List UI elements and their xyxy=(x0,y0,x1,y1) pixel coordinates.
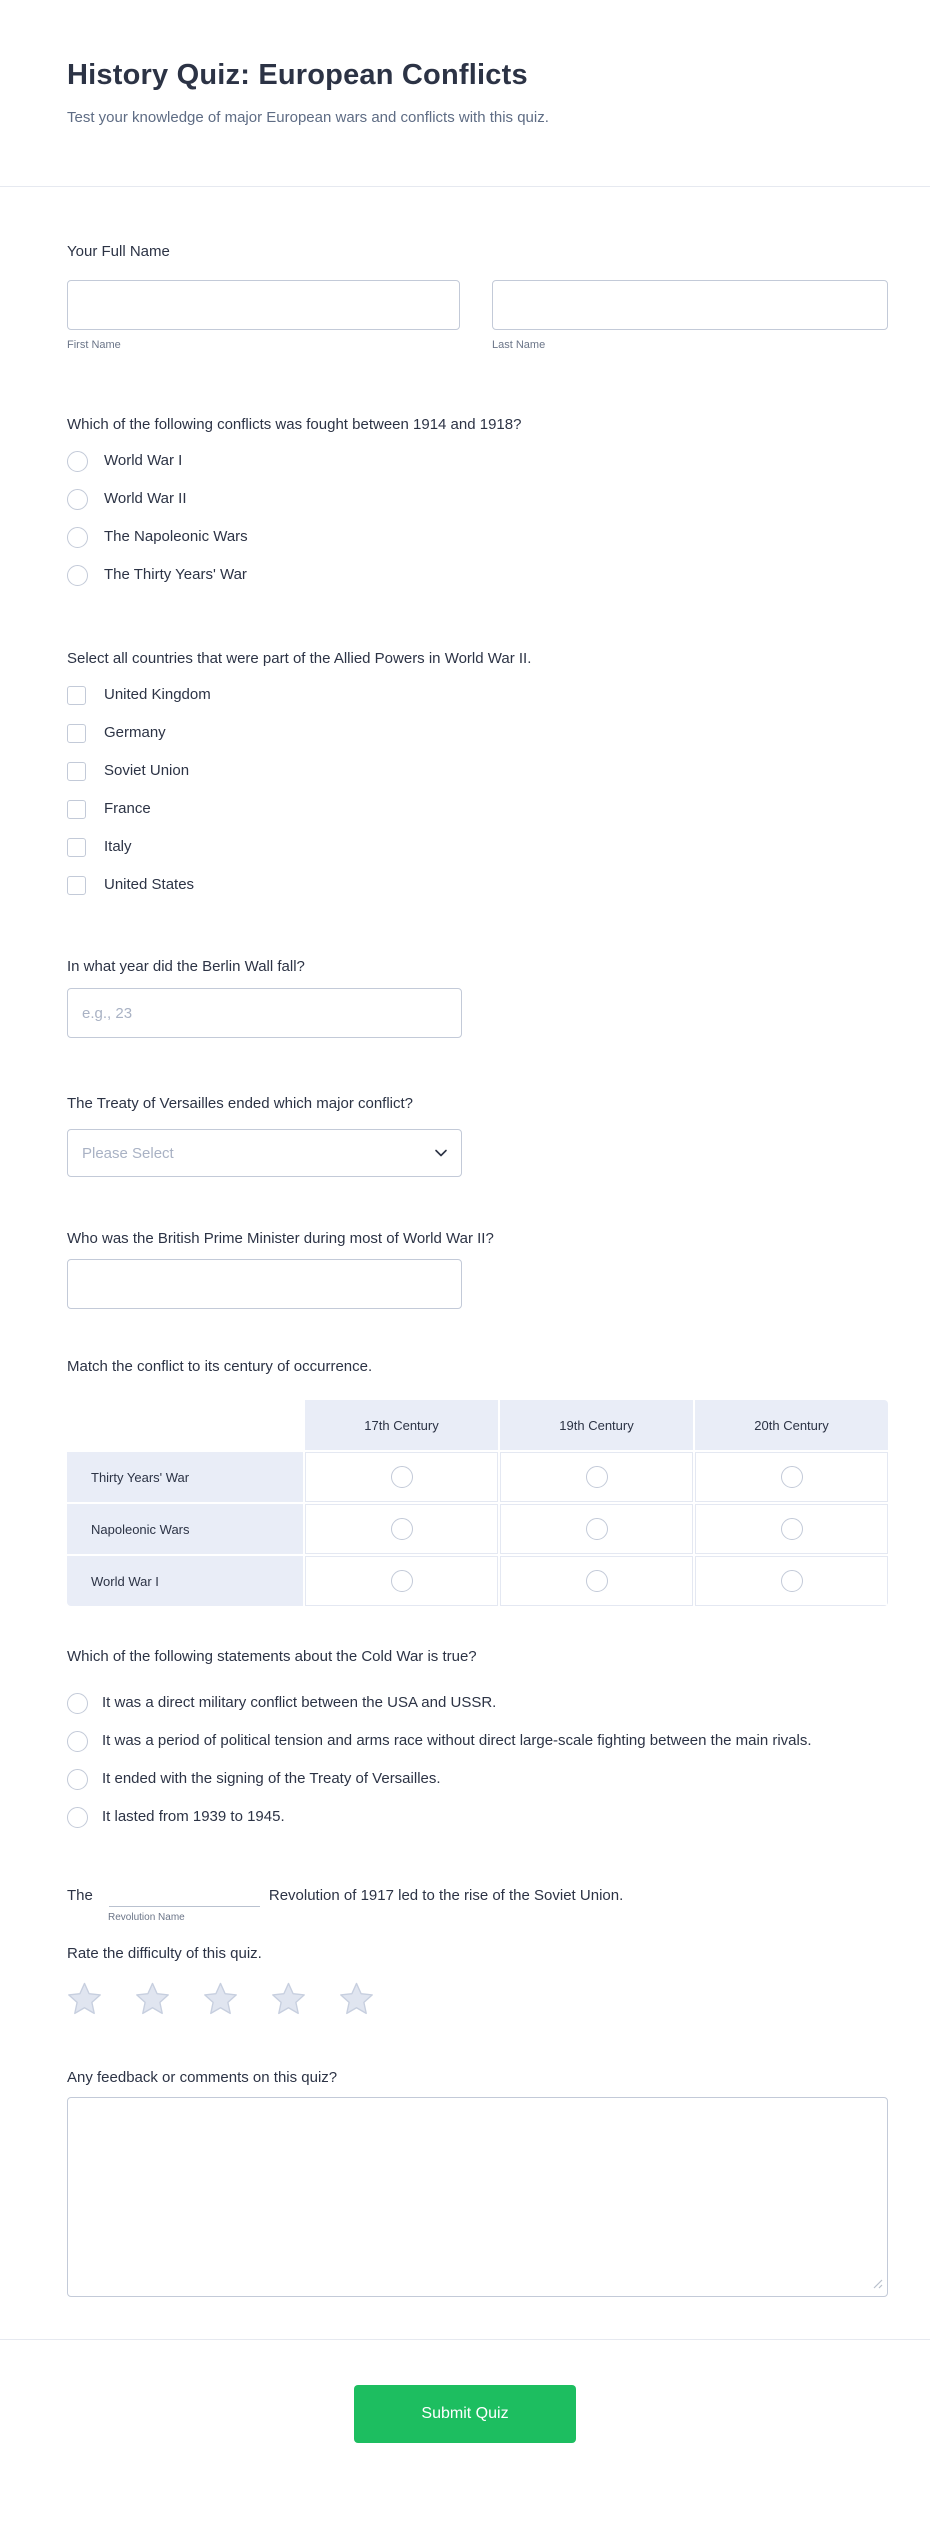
radio-option-label: It lasted from 1939 to 1945. xyxy=(102,1808,285,1825)
star-icon[interactable] xyxy=(339,1982,374,2016)
checkbox-option-label: United Kingdom xyxy=(104,686,211,703)
matrix-cell[interactable] xyxy=(500,1504,693,1554)
matrix-cell[interactable] xyxy=(500,1452,693,1502)
first-name-sublabel: First Name xyxy=(67,339,121,351)
radio-option-label: World War II xyxy=(104,490,187,507)
header-divider xyxy=(0,186,930,187)
matrix-cell[interactable] xyxy=(305,1452,498,1502)
checkbox-option-label: France xyxy=(104,800,151,817)
matrix-radio-button[interactable] xyxy=(391,1466,413,1488)
question-label: Which of the following statements about the Cold War is true? xyxy=(67,1648,477,1665)
last-name-group xyxy=(492,280,888,352)
first-name-group xyxy=(67,280,460,352)
checkbox-option[interactable] xyxy=(67,760,888,782)
matrix-column-header: 20th Century xyxy=(695,1400,888,1450)
select-wrap xyxy=(67,1129,462,1177)
checkbox-option-label: Soviet Union xyxy=(104,762,190,779)
checkbox-option-label: Germany xyxy=(104,724,166,741)
radio-option-label: It was a direct military conflict between the USA and USSR. xyxy=(102,1694,497,1711)
matrix-column-header: 19th Century xyxy=(500,1400,693,1450)
matrix-column-header: 17th Century xyxy=(305,1400,498,1450)
matrix-row-header: World War I xyxy=(67,1556,303,1606)
question-matrix xyxy=(67,1357,888,1606)
checkbox[interactable] xyxy=(67,762,86,781)
radio-option-list xyxy=(67,1692,888,1828)
first-name-input[interactable] xyxy=(67,280,460,330)
star-rating xyxy=(67,1982,888,2016)
question-prime-minister xyxy=(67,1229,888,1309)
radio-option[interactable] xyxy=(67,526,888,548)
page-title: History Quiz: European Conflicts xyxy=(67,59,528,91)
radio-button[interactable] xyxy=(67,489,88,510)
question-label: Match the conflict to its century of occurrence. xyxy=(67,1358,373,1375)
blank-suffix: Revolution of 1917 led to the rise of the Soviet Union. xyxy=(268,1887,624,1904)
checkbox[interactable] xyxy=(67,800,86,819)
form-header xyxy=(0,0,930,129)
conflict-select[interactable] xyxy=(67,1129,462,1177)
matrix-corner-cell xyxy=(67,1400,303,1450)
radio-option[interactable] xyxy=(67,1768,888,1790)
matrix-cell[interactable] xyxy=(500,1556,693,1606)
radio-option[interactable] xyxy=(67,1806,888,1828)
radio-button[interactable] xyxy=(67,1769,88,1790)
question-label: Any feedback or comments on this quiz? xyxy=(67,2069,338,2086)
feedback-textarea[interactable] xyxy=(67,2097,888,2297)
radio-button[interactable] xyxy=(67,1731,88,1752)
matrix-table xyxy=(67,1400,888,1606)
form-footer xyxy=(0,2340,930,2443)
radio-option[interactable] xyxy=(67,450,888,472)
checkbox[interactable] xyxy=(67,838,86,857)
question-label: The Treaty of Versailles ended which major conflict? xyxy=(67,1095,414,1112)
question-label: Your Full Name xyxy=(67,243,170,260)
resize-handle-icon[interactable] xyxy=(873,2276,883,2294)
matrix-radio-button[interactable] xyxy=(781,1570,803,1592)
star-icon[interactable] xyxy=(271,1982,306,2016)
matrix-radio-button[interactable] xyxy=(391,1518,413,1540)
matrix-radio-button[interactable] xyxy=(586,1466,608,1488)
textarea-wrap xyxy=(67,2097,888,2302)
question-feedback xyxy=(67,2068,888,2302)
checkbox[interactable] xyxy=(67,724,86,743)
checkbox-option[interactable] xyxy=(67,798,888,820)
radio-button[interactable] xyxy=(67,527,88,548)
matrix-cell[interactable] xyxy=(695,1452,888,1502)
question-allies xyxy=(67,649,888,896)
question-berlin-wall xyxy=(67,957,888,1038)
prime-minister-input[interactable] xyxy=(67,1259,462,1309)
form-body xyxy=(0,242,930,2302)
matrix-cell[interactable] xyxy=(305,1504,498,1554)
question-cold-war xyxy=(67,1647,888,1828)
radio-option[interactable] xyxy=(67,1730,888,1752)
star-icon[interactable] xyxy=(135,1982,170,2016)
blank-input[interactable] xyxy=(109,1887,260,1907)
checkbox-option-label: Italy xyxy=(104,838,132,855)
checkbox-option-list xyxy=(67,684,888,896)
matrix-radio-button[interactable] xyxy=(586,1518,608,1540)
question-label: In what year did the Berlin Wall fall? xyxy=(67,958,305,975)
radio-option-label: World War I xyxy=(104,452,183,469)
question-label: Rate the difficulty of this quiz. xyxy=(67,1945,262,1962)
radio-option-label: It ended with the signing of the Treaty of Versailles. xyxy=(102,1770,441,1787)
checkbox-option[interactable] xyxy=(67,874,888,896)
question-rating xyxy=(67,1944,888,2016)
checkbox[interactable] xyxy=(67,686,86,705)
matrix-cell[interactable] xyxy=(305,1556,498,1606)
matrix-cell[interactable] xyxy=(695,1556,888,1606)
question-label: Which of the following conflicts was fought between 1914 and 1918? xyxy=(67,416,522,433)
radio-option[interactable] xyxy=(67,488,888,510)
matrix-row-header: Thirty Years' War xyxy=(67,1452,303,1502)
checkbox-option[interactable] xyxy=(67,722,888,744)
question-versailles xyxy=(67,1094,888,1177)
radio-button[interactable] xyxy=(67,1807,88,1828)
radio-option-label: The Napoleonic Wars xyxy=(104,528,248,545)
matrix-cell[interactable] xyxy=(695,1504,888,1554)
checkbox-option[interactable] xyxy=(67,836,888,858)
submit-button[interactable]: Submit Quiz xyxy=(354,2385,576,2443)
checkbox-option-label: United States xyxy=(104,876,195,893)
radio-option-label: The Thirty Years' War xyxy=(104,566,247,583)
radio-button[interactable] xyxy=(67,565,88,586)
page-subtitle: Test your knowledge of major European wars and conflicts with this quiz. xyxy=(67,109,549,126)
checkbox[interactable] xyxy=(67,876,86,895)
star-icon[interactable] xyxy=(203,1982,238,2016)
name-row xyxy=(67,280,888,352)
radio-option[interactable] xyxy=(67,564,888,586)
matrix-radio-button[interactable] xyxy=(586,1570,608,1592)
radio-option-list xyxy=(67,450,888,586)
radio-option-label: It was a period of political tension and arms race without direct large-scale fighting between the main rivals. xyxy=(102,1732,812,1749)
radio-option[interactable] xyxy=(67,1692,888,1714)
last-name-sublabel: Last Name xyxy=(492,339,546,351)
matrix-radio-button[interactable] xyxy=(781,1518,803,1540)
question-label: Who was the British Prime Minister during most of World War II? xyxy=(67,1230,494,1247)
question-ww1 xyxy=(67,415,888,586)
last-name-input[interactable] xyxy=(492,280,888,330)
question-fill-blank xyxy=(67,1885,888,1923)
matrix-radio-button[interactable] xyxy=(781,1466,803,1488)
question-label: Select all countries that were part of the Allied Powers in World War II. xyxy=(67,650,532,667)
matrix-radio-button[interactable] xyxy=(391,1570,413,1592)
blank-prefix: The xyxy=(67,1887,93,1904)
question-full-name xyxy=(67,242,888,352)
matrix-row-header: Napoleonic Wars xyxy=(67,1504,303,1554)
blank-sublabel: Revolution Name xyxy=(108,1912,185,1923)
star-icon[interactable] xyxy=(67,1982,102,2016)
year-input[interactable] xyxy=(67,988,462,1038)
radio-button[interactable] xyxy=(67,1693,88,1714)
checkbox-option[interactable] xyxy=(67,684,888,706)
radio-button[interactable] xyxy=(67,451,88,472)
